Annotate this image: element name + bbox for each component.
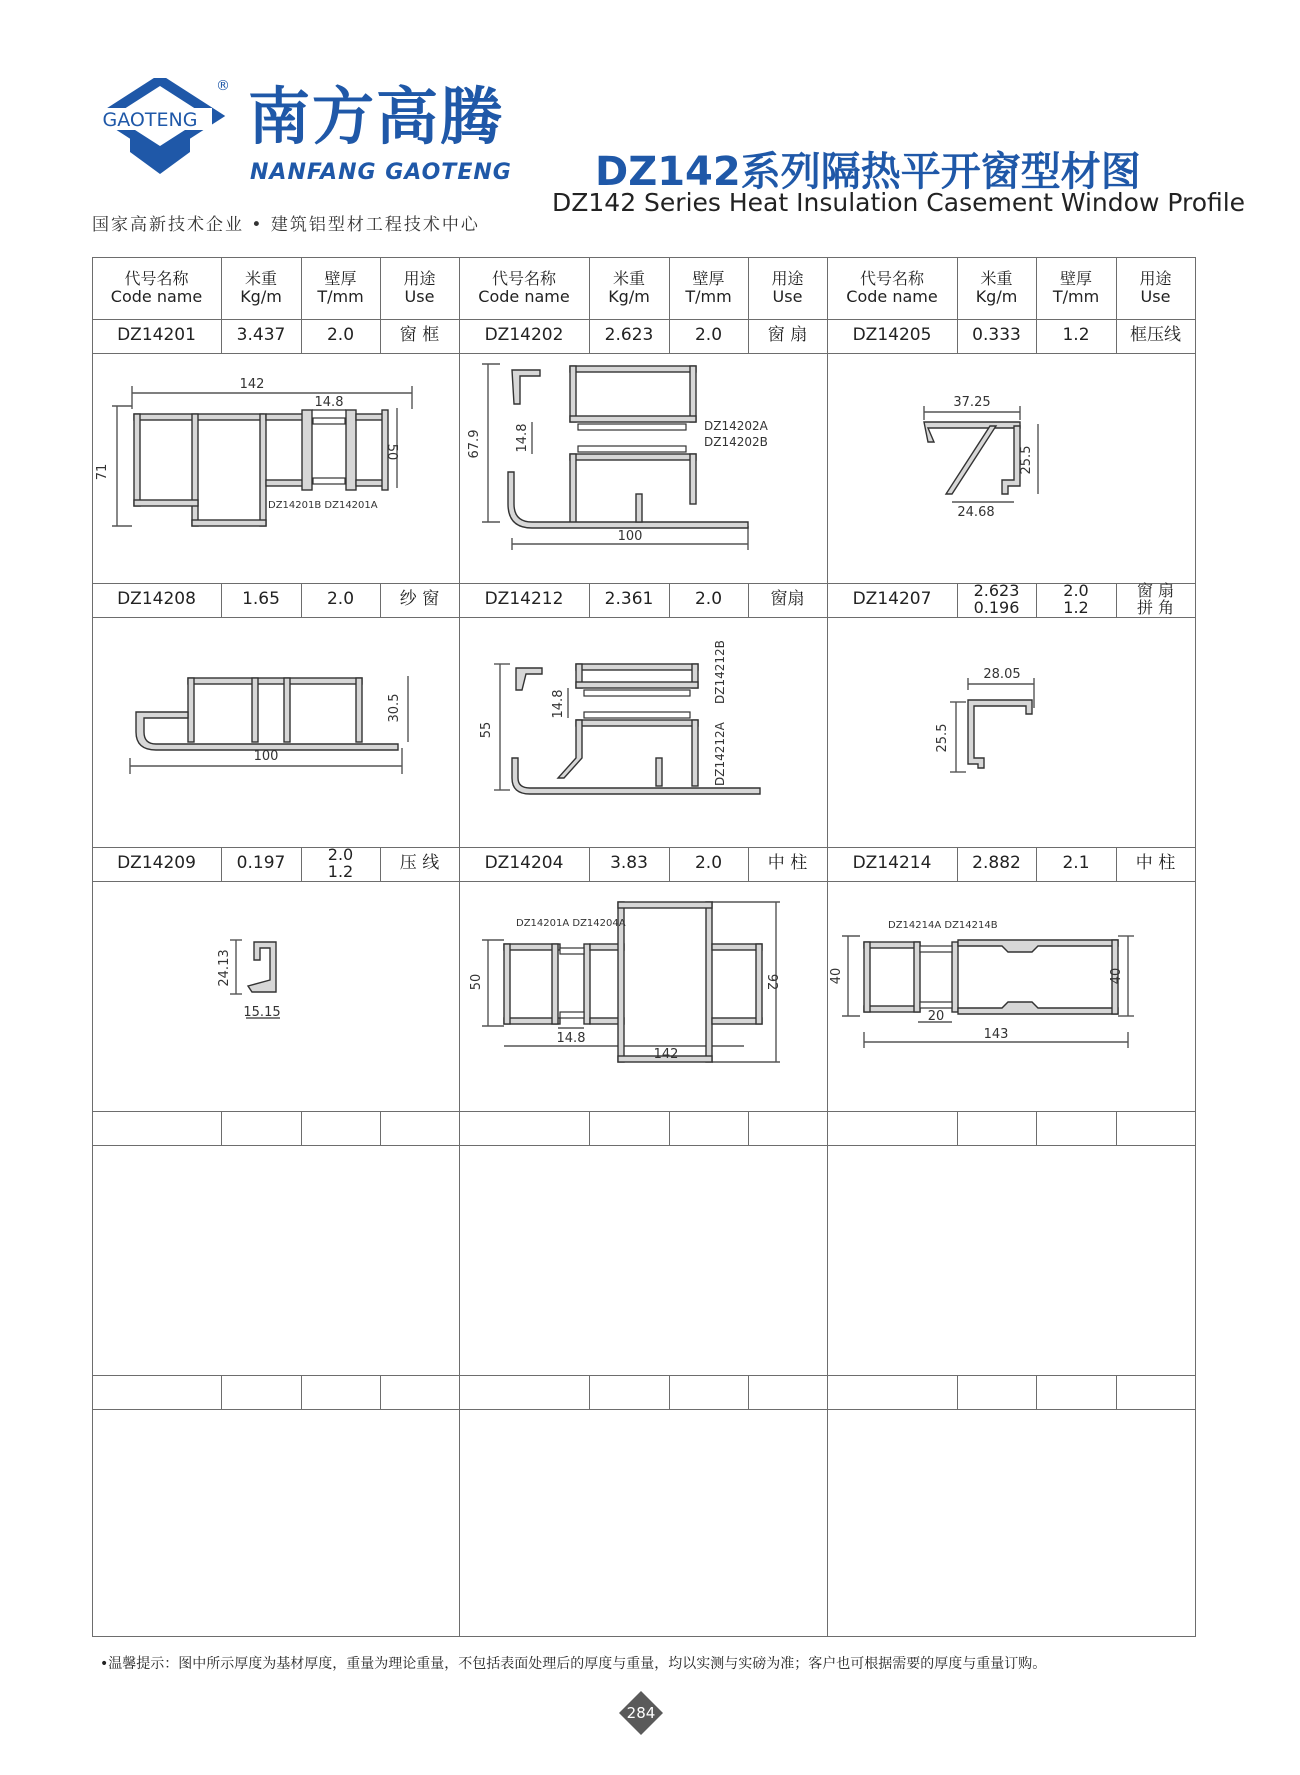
profile-drawing-dz14205 xyxy=(828,354,1195,583)
code-cell: DZ14212 xyxy=(484,589,564,610)
part-label: DZ14202B xyxy=(704,435,768,449)
page-title-en: DZ142 Series Heat Insulation Casement Window Profile xyxy=(552,188,1246,217)
code-cell: DZ14201 xyxy=(117,325,196,346)
registered-mark: ® xyxy=(216,78,230,94)
profile-drawing-dz14212 xyxy=(460,618,827,847)
dim-label: 55 xyxy=(479,721,494,739)
dim-label: 28.05 xyxy=(983,667,1021,682)
header-weight: 米重 Kg/m xyxy=(608,268,650,306)
weight-cell: 2.361 xyxy=(604,589,654,610)
use-cell: 窗 扇 拼 角 xyxy=(1136,581,1175,617)
weight-cell: 2.623 0.196 xyxy=(973,581,1020,617)
thickness-cell: 2.1 xyxy=(1062,853,1090,874)
header-weight: 米重 Kg/m xyxy=(975,268,1018,306)
part-label: DZ14201A DZ14204A xyxy=(516,918,626,929)
header-use: 用途 Use xyxy=(403,268,436,306)
page-title-cn: DZ142系列隔热平开窗型材图 xyxy=(595,149,1141,195)
weight-cell: 1.65 xyxy=(242,589,280,610)
thickness-cell: 2.0 1.2 xyxy=(327,845,354,881)
dim-label: 40 xyxy=(1109,967,1124,985)
dim-label: 67.9 xyxy=(467,429,482,459)
thickness-cell: 2.0 1.2 xyxy=(1063,581,1089,617)
thickness-cell: 2.0 xyxy=(694,853,723,874)
company-tagline: 国家高新技术企业 • 建筑铝型材工程技术中心 xyxy=(92,215,480,235)
part-label: DZ14212B xyxy=(713,640,727,704)
dim-label: 15.15 xyxy=(243,1005,281,1020)
dim-label: 25.5 xyxy=(935,723,950,753)
dim-label: 71 xyxy=(95,463,110,481)
header-weight: 米重 Kg/m xyxy=(240,268,282,306)
thickness-cell: 2.0 xyxy=(326,589,355,610)
profile-drawing-dz14209 xyxy=(92,882,459,1111)
header-thickness: 壁厚 T/mm xyxy=(685,268,732,306)
header-thickness: 壁厚 T/mm xyxy=(317,268,364,306)
weight-cell: 3.437 xyxy=(236,325,286,346)
code-cell: DZ14202 xyxy=(484,325,564,346)
dim-label: 37.25 xyxy=(953,395,991,410)
code-cell: DZ14214 xyxy=(852,853,932,874)
thickness-cell: 2.0 xyxy=(326,325,355,346)
part-label: DZ14212A xyxy=(713,722,727,786)
weight-cell: 2.623 xyxy=(604,325,654,346)
dim-label: 14.8 xyxy=(515,423,530,453)
dim-label: 25.5 xyxy=(1019,445,1034,475)
use-cell: 框压线 xyxy=(1130,325,1181,346)
code-cell: DZ14205 xyxy=(852,325,932,346)
brand-name-en: NANFANG GAOTENG xyxy=(250,160,512,185)
dim-label: 24.13 xyxy=(217,949,232,987)
thickness-cell: 2.0 xyxy=(694,589,723,610)
part-label: DZ14201B DZ14201A xyxy=(268,500,378,511)
profile-drawing-dz14201 xyxy=(92,354,459,583)
profile-table xyxy=(92,257,1196,1637)
profile-drawing-dz14207 xyxy=(828,618,1195,847)
use-cell: 纱 窗 xyxy=(399,589,440,610)
dim-label: 50 xyxy=(384,443,399,461)
header-code-name: 代号名称 Code name xyxy=(478,268,570,306)
header-code-name: 代号名称 Code name xyxy=(846,268,938,306)
thickness-cell: 2.0 xyxy=(694,325,723,346)
code-cell: DZ14208 xyxy=(117,589,196,610)
dim-label: 142 xyxy=(653,1047,679,1062)
dim-label: 92 xyxy=(764,973,779,991)
dim-label: 142 xyxy=(239,377,265,392)
weight-cell: 0.197 xyxy=(236,853,286,874)
code-cell: DZ14207 xyxy=(852,589,932,610)
use-cell: 中 柱 xyxy=(767,853,808,874)
dim-label: 14.8 xyxy=(551,689,566,719)
dim-label: 20 xyxy=(927,1009,945,1024)
profile-drawing-dz14202 xyxy=(460,354,827,583)
weight-cell: 2.882 xyxy=(972,853,1021,874)
brand-name-cn: 南方高腾 xyxy=(248,80,505,153)
footer-note: •温馨提示：图中所示厚度为基材厚度，重量为理论重量，不包括表面处理后的厚度与重量，均以实测与实磅为准；客户也可根据需要的厚度与重量订购。 xyxy=(100,1656,1047,1672)
page-number: 284 xyxy=(626,1704,656,1722)
header-thickness: 壁厚 T/mm xyxy=(1052,268,1100,306)
use-cell: 窗 扇 xyxy=(767,325,808,346)
dim-label: 30.5 xyxy=(387,693,402,723)
header-use: 用途 Use xyxy=(1139,268,1172,306)
use-cell: 压 线 xyxy=(399,853,440,874)
part-label: DZ14202A xyxy=(704,419,768,433)
dim-label: 100 xyxy=(253,749,279,764)
header-code-name: 代号名称 Code name xyxy=(110,268,203,306)
dim-label: 14.8 xyxy=(556,1031,586,1046)
gaoteng-logo xyxy=(90,78,230,178)
dim-label: 40 xyxy=(829,967,844,985)
header-use: 用途 Use xyxy=(771,268,804,306)
use-cell: 窗 框 xyxy=(399,325,440,346)
logo-text: GAOTENG xyxy=(102,109,198,131)
dim-label: 50 xyxy=(469,973,484,991)
code-cell: DZ14209 xyxy=(117,853,196,874)
use-cell: 窗扇 xyxy=(770,589,805,610)
dim-label: 100 xyxy=(617,529,643,544)
thickness-cell: 1.2 xyxy=(1062,325,1090,346)
part-label: DZ14214A DZ14214B xyxy=(888,920,998,931)
dim-label: 24.68 xyxy=(957,505,995,520)
code-cell: DZ14204 xyxy=(484,853,564,874)
dim-label: 143 xyxy=(983,1027,1009,1042)
dim-label: 14.8 xyxy=(314,395,344,410)
profile-drawing-dz14214 xyxy=(828,882,1195,1111)
weight-cell: 3.83 xyxy=(610,853,648,874)
profile-drawing-dz14208 xyxy=(92,618,459,847)
profile-drawing-dz14204 xyxy=(460,882,827,1111)
weight-cell: 0.333 xyxy=(972,325,1021,346)
use-cell: 中 柱 xyxy=(1135,853,1176,874)
